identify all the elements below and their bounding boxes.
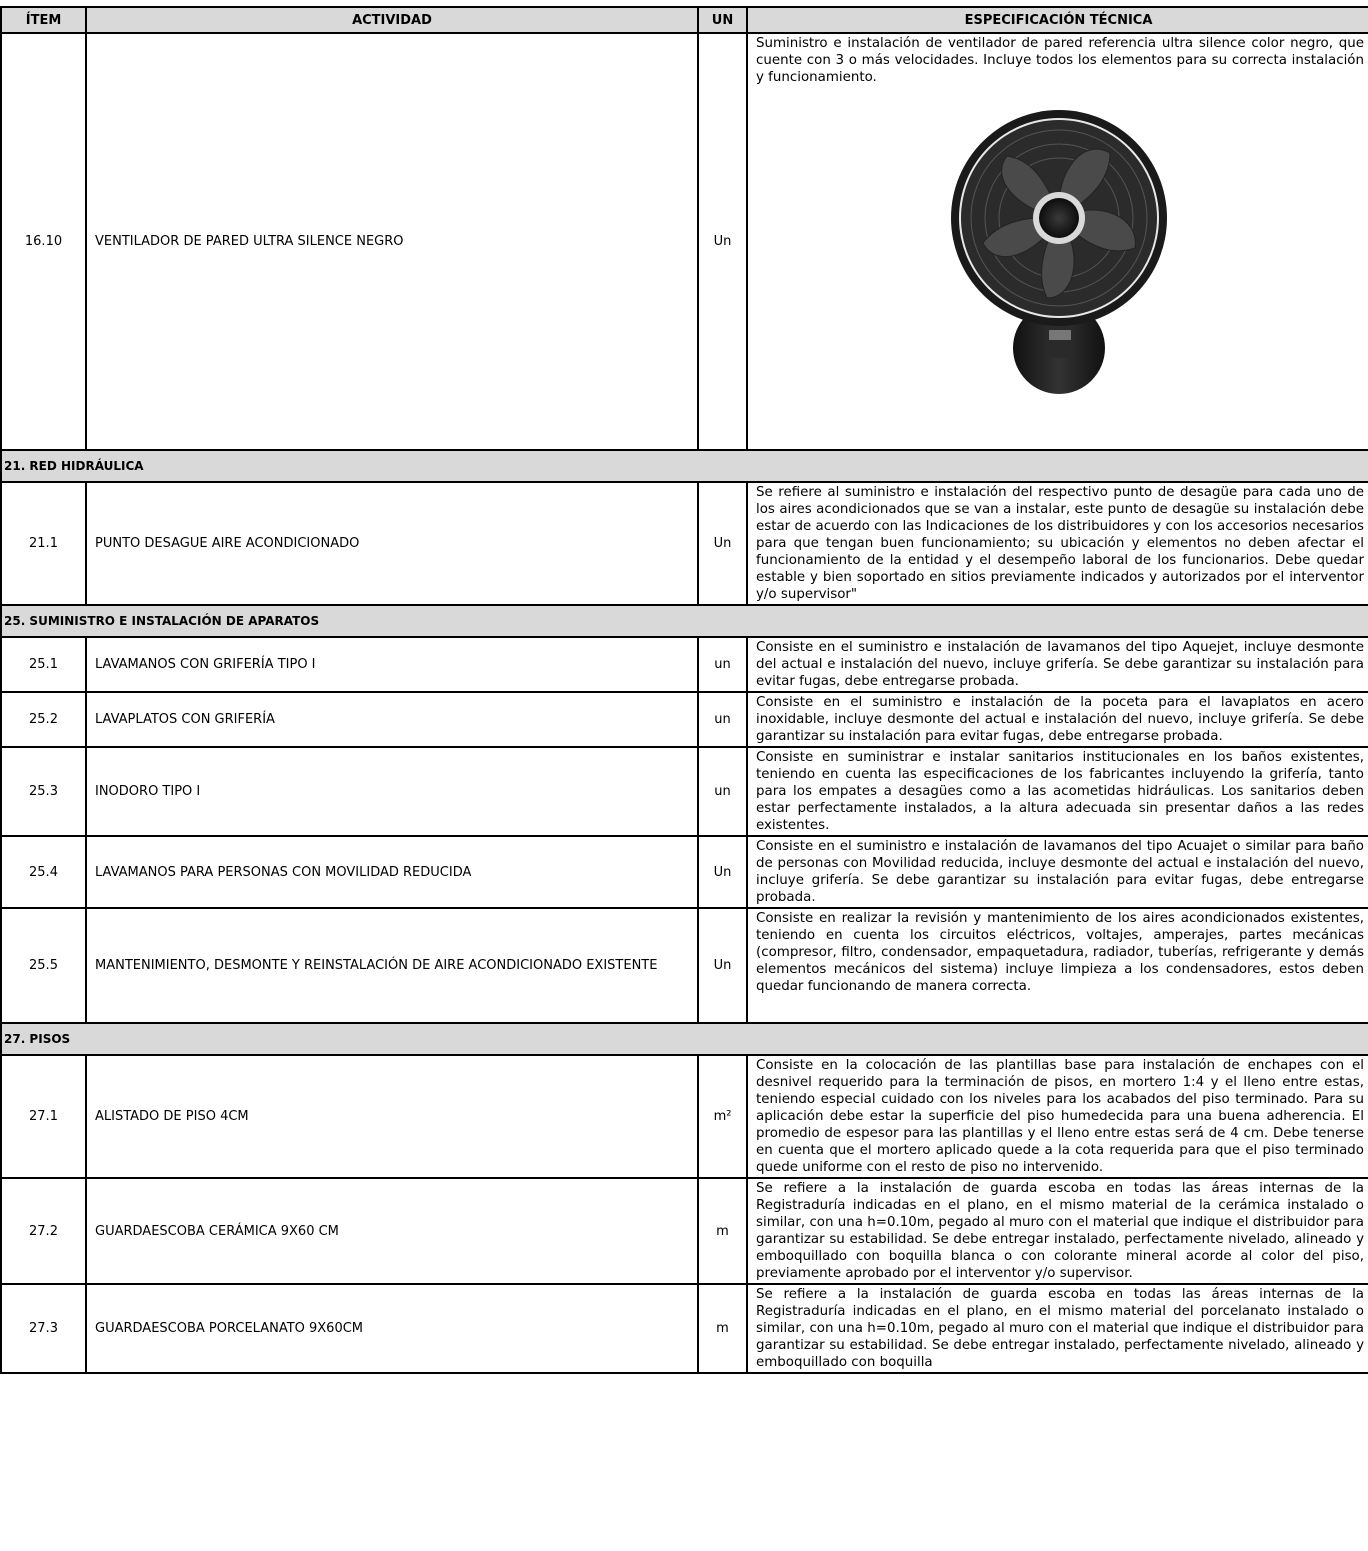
spec-table <box>0 6 1368 1374</box>
table-row <box>1 482 1368 605</box>
item-number: 27.2 <box>1 1178 86 1284</box>
unit: un <box>698 637 747 692</box>
unit: m² <box>698 1055 747 1178</box>
unit: Un <box>698 908 747 1023</box>
item-number: 25.3 <box>1 747 86 836</box>
spec-text: Consiste en el suministro e instalación de lavamanos del tipo Acuajet o similar para baño de personas con Movilidad reducida, incluye desmonte del actual e instalación del nuevo, incluye grifería. Se debe garantizar su instalación para evitar fugas, debe entregarse probada. <box>747 836 1368 908</box>
header-activity: ACTIVIDAD <box>86 7 698 33</box>
header-row <box>1 7 1368 33</box>
header-item: ÍTEM <box>1 7 86 33</box>
section-title: 25. SUMINISTRO E INSTALACIÓN DE APARATOS <box>1 605 1368 637</box>
spec-text: Consiste en el suministro e instalación de la poceta para el lavaplatos en acero inoxidable, incluye desmonte del actual e instalación del nuevo, incluye grifería. Se debe garantizar su instalación para evitar fugas, debe entregarse probada. <box>747 692 1368 747</box>
table-row <box>1 692 1368 747</box>
activity-name: LAVAMANOS CON GRIFERÍA TIPO I <box>86 637 698 692</box>
spec-text: Se refiere a la instalación de guarda escoba en todas las áreas internas de la Registraduría indicadas en el plano, en el mismo material del porcelanato instalado o similar, con una h=0.10m, pegado al muro con el material que indique el distribuidor para garantizar su estabilidad. Se debe entregar instalado, perfectamente nivelado, alineado y emboquillado con boquilla <box>747 1284 1368 1373</box>
spec-text: Suministro e instalación de ventilador de pared referencia ultra silence color negro, que cuente con 3 o más velocidades. Incluye todos los elementos para su correcta instalación y funcionamiento. <box>756 36 1364 85</box>
unit: Un <box>698 33 747 450</box>
wall-fan-icon <box>935 108 1185 398</box>
section-title: 21. RED HIDRÁULICA <box>1 450 1368 482</box>
spec-text: Consiste en suministrar e instalar sanitarios institucionales en los baños existentes, teniendo en cuenta las especificaciones de los fabricantes incluyendo la grifería, tanto para los empates a desagües como a las acometidas hidráulicas. Los sanitarios deben estar perfectamente instalados, a la altura adecuada sin presentar daños a las redes existentes. <box>747 747 1368 836</box>
unit: Un <box>698 836 747 908</box>
item-number: 21.1 <box>1 482 86 605</box>
activity-name: GUARDAESCOBA CERÁMICA 9X60 CM <box>86 1178 698 1284</box>
table-row <box>1 1178 1368 1284</box>
unit: un <box>698 692 747 747</box>
unit: m <box>698 1284 747 1373</box>
item-number: 25.4 <box>1 836 86 908</box>
item-number: 25.5 <box>1 908 86 1023</box>
table-row <box>1 637 1368 692</box>
table-row <box>1 836 1368 908</box>
activity-name: ALISTADO DE PISO 4CM <box>86 1055 698 1178</box>
item-number: 25.1 <box>1 637 86 692</box>
item-number: 27.3 <box>1 1284 86 1373</box>
activity-name: GUARDAESCOBA PORCELANATO 9X60CM <box>86 1284 698 1373</box>
spec-text: Se refiere a la instalación de guarda escoba en todas las áreas internas de la Registraduría indicadas en el plano, en el mismo material de la cerámica instalado o similar, con una h=0.10m, pegado al muro con el material que indique el distribuidor para garantizar su estabilidad. Se debe entregar instalado, perfectamente nivelado, alineado y emboquillado con boquilla blanca o con colorante mineral acorde al color del piso, previamente aprobado por el interventor y/o supervisor. <box>747 1178 1368 1284</box>
activity-name: LAVAMANOS PARA PERSONAS CON MOVILIDAD REDUCIDA <box>86 836 698 908</box>
unit: Un <box>698 482 747 605</box>
fan-image <box>756 86 1364 403</box>
table-row <box>1 1055 1368 1178</box>
table-row <box>1 1284 1368 1373</box>
activity-name: INODORO TIPO I <box>86 747 698 836</box>
header-spec: ESPECIFICACIÓN TÉCNICA <box>747 7 1368 33</box>
section-row <box>1 450 1368 482</box>
activity-name: MANTENIMIENTO, DESMONTE Y REINSTALACIÓN DE AIRE ACONDICIONADO EXISTENTE <box>86 908 698 1023</box>
section-row <box>1 605 1368 637</box>
spec-text: Se refiere al suministro e instalación del respectivo punto de desagüe para cada uno de los aires acondicionados que se van a instalar, este punto de desagüe su instalación debe estar de acuerdo con las Indicaciones de los distribuidores y con los accesorios necesarios para que tengan buen funcionamiento; su ubicación y elementos no deben afectar el funcionamiento de la entidad y el desempeño laboral de los funcionarios. Debe quedar estable y bien soportado en sitios previamente indicados y autorizados por el interventor y/o supervisor" <box>747 482 1368 605</box>
unit: m <box>698 1178 747 1284</box>
item-number: 27.1 <box>1 1055 86 1178</box>
section-title: 27. PISOS <box>1 1023 1368 1055</box>
activity-name: PUNTO DESAGUE AIRE ACONDICIONADO <box>86 482 698 605</box>
spec-text: Consiste en la colocación de las plantillas base para instalación de enchapes con el desnivel requerido para la terminación de pisos, en mortero 1:4 y el lleno entre estas, teniendo especial cuidado con los niveles para los acabados del piso terminado. Para su aplicación debe estar la superficie del piso humedecida para una buena adherencia. El promedio de espesor para las plantillas y el lleno entre estas será de 4 cm. Debe tenerse en cuenta que el mortero aplicado quede a la cota requerida para que el piso terminado quede uniforme con el resto de piso no intervenido. <box>747 1055 1368 1178</box>
unit: un <box>698 747 747 836</box>
item-number: 16.10 <box>1 33 86 450</box>
spec-text: Consiste en realizar la revisión y mantenimiento de los aires acondicionados existentes, teniendo en cuenta los circuitos eléctricos, voltajes, amperajes, partes mecánicas (compresor, filtro, condensador, empaquetadura, radiador, tuberías, refrigerante y demás elementos mecánicos del sistema) incluye limpieza a los condensadores, estos deben quedar funcionando de manera correcta. <box>747 908 1368 1023</box>
table-row <box>1 747 1368 836</box>
activity-name: VENTILADOR DE PARED ULTRA SILENCE NEGRO <box>86 33 698 450</box>
header-unit: UN <box>698 7 747 33</box>
spec-cell <box>747 33 1368 450</box>
table-row <box>1 33 1368 450</box>
activity-name: LAVAPLATOS CON GRIFERÍA <box>86 692 698 747</box>
table-row <box>1 908 1368 1023</box>
spec-text: Consiste en el suministro e instalación de lavamanos del tipo Aquejet, incluye desmonte del actual e instalación del nuevo, incluye grifería. Se debe garantizar su instalación para evitar fugas, debe entregarse probada. <box>747 637 1368 692</box>
item-number: 25.2 <box>1 692 86 747</box>
section-row <box>1 1023 1368 1055</box>
